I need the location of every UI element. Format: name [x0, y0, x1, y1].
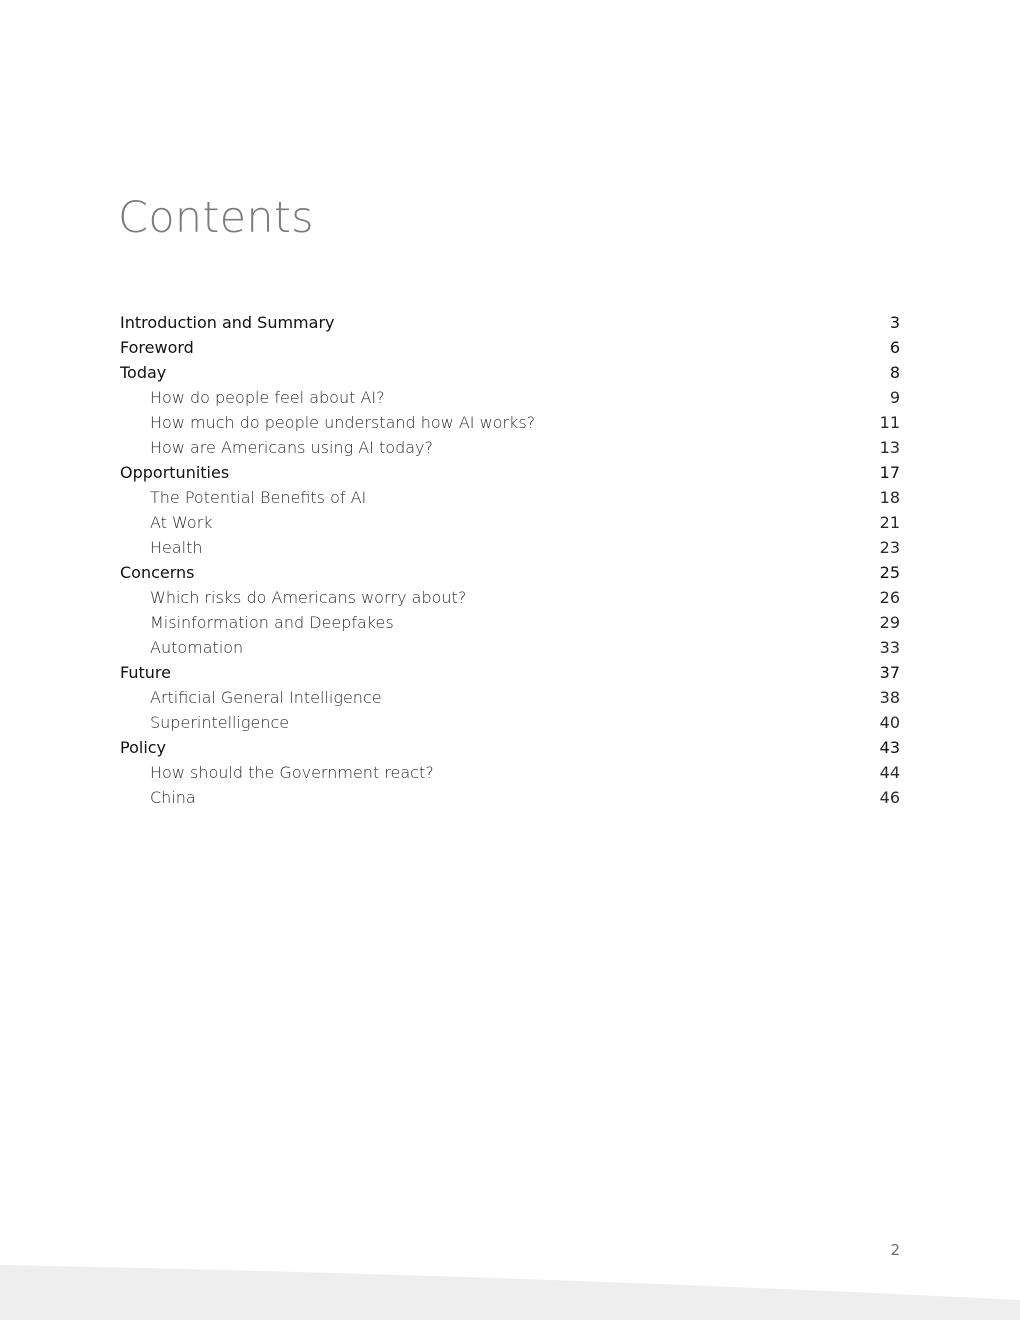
toc-entry-label: Today — [120, 363, 167, 382]
toc-entry-label: How do people feel about AI? — [150, 388, 385, 407]
toc-entry-label: Future — [120, 663, 171, 682]
toc-subentry-misinformation[interactable] — [120, 610, 900, 635]
toc-entry-page: 6 — [889, 338, 900, 357]
toc-entry-label: Opportunities — [120, 463, 230, 482]
toc-entry-label: How should the Government react? — [150, 763, 434, 782]
toc-entry-label: How are Americans using AI today? — [150, 438, 433, 457]
toc-entry-today[interactable] — [120, 360, 900, 385]
toc-entry-label: Policy — [120, 738, 167, 757]
toc-subentry-feel-about-ai[interactable] — [120, 385, 900, 410]
page-number: 2 — [890, 1241, 900, 1259]
toc-subentry-potential-benefits[interactable] — [120, 485, 900, 510]
toc-entry-label: Misinformation and Deepfakes — [150, 613, 394, 632]
toc-entry-future[interactable] — [120, 660, 900, 685]
footer-band-shape — [0, 1265, 1020, 1320]
toc-entry-introduction[interactable] — [120, 310, 900, 335]
toc-entry-page: 3 — [889, 313, 900, 332]
toc-entry-page: 18 — [879, 488, 900, 507]
toc-entry-label: Artificial General Intelligence — [150, 688, 382, 707]
toc-entry-page: 13 — [879, 438, 900, 457]
toc-entry-page: 21 — [879, 513, 900, 532]
toc-entry-page: 9 — [889, 388, 900, 407]
toc-entry-label: At Work — [150, 513, 213, 532]
toc-entry-page: 23 — [879, 538, 900, 557]
toc-entry-policy[interactable] — [120, 735, 900, 760]
toc-entry-page: 25 — [879, 563, 900, 582]
toc-subentry-superintelligence[interactable] — [120, 710, 900, 735]
toc-subentry-risks[interactable] — [120, 585, 900, 610]
toc-entry-page: 8 — [889, 363, 900, 382]
toc-entry-label: Superintelligence — [150, 713, 290, 732]
toc-entry-label: Foreword — [120, 338, 194, 357]
toc-entry-label: Concerns — [120, 563, 195, 582]
toc-subentry-health[interactable] — [120, 535, 900, 560]
toc-entry-foreword[interactable] — [120, 335, 900, 360]
toc-entry-opportunities[interactable] — [120, 460, 900, 485]
toc-subentry-at-work[interactable] — [120, 510, 900, 535]
toc-entry-page: 29 — [879, 613, 900, 632]
toc-entry-page: 26 — [879, 588, 900, 607]
toc-entry-page: 44 — [879, 763, 900, 782]
toc-entry-label: Health — [150, 538, 203, 557]
table-of-contents — [120, 310, 900, 810]
toc-entry-page: 40 — [879, 713, 900, 732]
toc-subentry-automation[interactable] — [120, 635, 900, 660]
toc-subentry-understand-ai[interactable] — [120, 410, 900, 435]
toc-subentry-using-ai-today[interactable] — [120, 435, 900, 460]
toc-entry-page: 17 — [879, 463, 900, 482]
toc-entry-concerns[interactable] — [120, 560, 900, 585]
toc-entry-label: The Potential Benefits of AI — [150, 488, 367, 507]
toc-entry-page: 46 — [879, 788, 900, 807]
toc-entry-page: 11 — [879, 413, 900, 432]
toc-entry-page: 43 — [879, 738, 900, 757]
footer-band — [0, 1260, 1020, 1320]
toc-entry-label: Introduction and Summary — [120, 313, 335, 332]
toc-entry-page: 33 — [879, 638, 900, 657]
toc-subentry-government[interactable] — [120, 760, 900, 785]
toc-entry-label: Automation — [150, 638, 244, 657]
toc-entry-label: China — [150, 788, 196, 807]
toc-entry-label: How much do people understand how AI works? — [150, 413, 536, 432]
page-title: Contents — [118, 193, 314, 243]
toc-entry-page: 38 — [879, 688, 900, 707]
toc-subentry-china[interactable] — [120, 785, 900, 810]
toc-subentry-agi[interactable] — [120, 685, 900, 710]
toc-entry-page: 37 — [879, 663, 900, 682]
toc-entry-label: Which risks do Americans worry about? — [150, 588, 467, 607]
